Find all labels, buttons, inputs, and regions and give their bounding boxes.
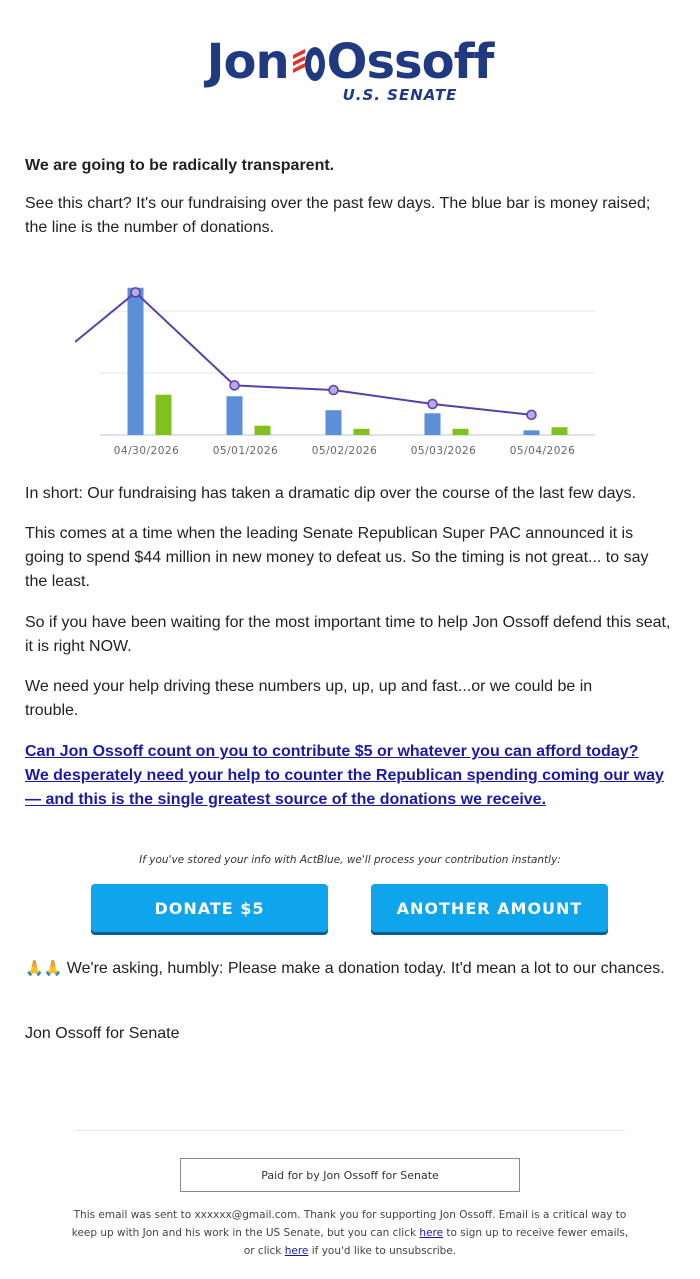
chart-bar-raised: [326, 410, 342, 435]
another-amount-button[interactable]: ANOTHER AMOUNT: [371, 884, 608, 932]
fewer-emails-link[interactable]: here: [419, 1227, 444, 1239]
closing-paragraph: [25, 957, 665, 981]
chart-bar-secondary: [255, 426, 271, 435]
logo-name-left: Jon: [206, 34, 289, 90]
chart-line: [75, 288, 536, 419]
chart-bar-secondary: [453, 429, 469, 435]
donate-5-button[interactable]: DONATE $5: [91, 884, 328, 932]
chart-donations-point: [527, 410, 536, 419]
logo: [0, 34, 700, 104]
divider: [75, 1130, 625, 1131]
footer-text: [70, 1206, 630, 1260]
chart-bar-secondary: [156, 395, 172, 435]
logo-wordmark: [207, 34, 494, 90]
closing-text: We're asking, humbly: Please make a donation today. It'd mean a lot to our chances.: [62, 960, 665, 977]
chart-bar-raised: [227, 396, 243, 435]
chart-bar-secondary: [354, 429, 370, 435]
fundraising-chart: [75, 270, 620, 470]
logo-flag-icon: [291, 40, 325, 84]
unsubscribe-link[interactable]: here: [284, 1245, 309, 1257]
intro-paragraph: See this chart? It's our fundraising over the past few days. The blue bar is money raised; the line is the number of donations.: [25, 195, 651, 236]
chart-tick-labels: [114, 445, 576, 457]
paragraph-4: We need your help driving these numbers up, up, up and fast...or we could be in trouble.: [25, 678, 593, 719]
chart-donations-point: [131, 288, 140, 297]
donate-cta-link[interactable]: Can Jon Ossoff count on you to contribute $5 or whatever you can afford today? We desperately need your help to counter the Republican spending coming our way — and this is the single greatest source of the donations we receive.: [25, 743, 664, 808]
chart-tick-label: 05/02/2026: [311, 445, 378, 457]
footer-part-2: to sign up to receive fewer emails, or click: [243, 1227, 629, 1257]
paid-for-box: [180, 1158, 520, 1192]
chart-donations-point: [428, 400, 437, 409]
chart-bar-raised: [524, 430, 540, 435]
chart-bar-raised: [128, 288, 144, 435]
signature: Jon Ossoff for Senate: [25, 1025, 180, 1042]
chart-bar-raised: [425, 413, 441, 435]
chart-bars: [128, 288, 568, 435]
chart-tick-label: 04/30/2026: [113, 445, 180, 457]
chart-donations-point: [230, 381, 239, 390]
chart-tick-label: 05/03/2026: [410, 445, 477, 457]
paragraph-2: This comes at a time when the leading Senate Republican Super PAC announced it is going to spend $44 million in new money to defeat us. So the timing is not great... to say the least.: [25, 525, 649, 590]
paragraph-1: In short: Our fundraising has taken a dramatic dip over the course of the last few days.: [25, 485, 636, 502]
praying-hands-icon: 🙏🙏: [25, 960, 63, 977]
paid-for-text: Paid for by Jon Ossoff for Senate: [261, 1168, 439, 1182]
paragraph-3: So if you have been waiting for the most important time to help Jon Ossoff defend this seat, it is right NOW.: [25, 614, 671, 655]
footer-part-1: This email was sent to xxxxxx@gmail.com. Thank you for supporting Jon Ossoff. Email is a critical way to keep up with Jon and his work in the US Senate, but you can click: [71, 1209, 627, 1239]
chart-bar-secondary: [552, 427, 568, 435]
chart-tick-label: 05/01/2026: [212, 445, 279, 457]
logo-name-right: Ossoff: [326, 34, 494, 90]
actblue-note: If you've stored your info with ActBlue, we'll process your contribution instantly:: [139, 854, 561, 866]
footer-part-3: if you'd like to unsubscribe.: [308, 1245, 457, 1257]
headline: We are going to be radically transparent.: [25, 157, 335, 174]
logo-subtitle: U.S. SENATE: [342, 86, 458, 104]
chart-donations-point: [329, 386, 338, 395]
chart-tick-label: 05/04/2026: [509, 445, 576, 457]
